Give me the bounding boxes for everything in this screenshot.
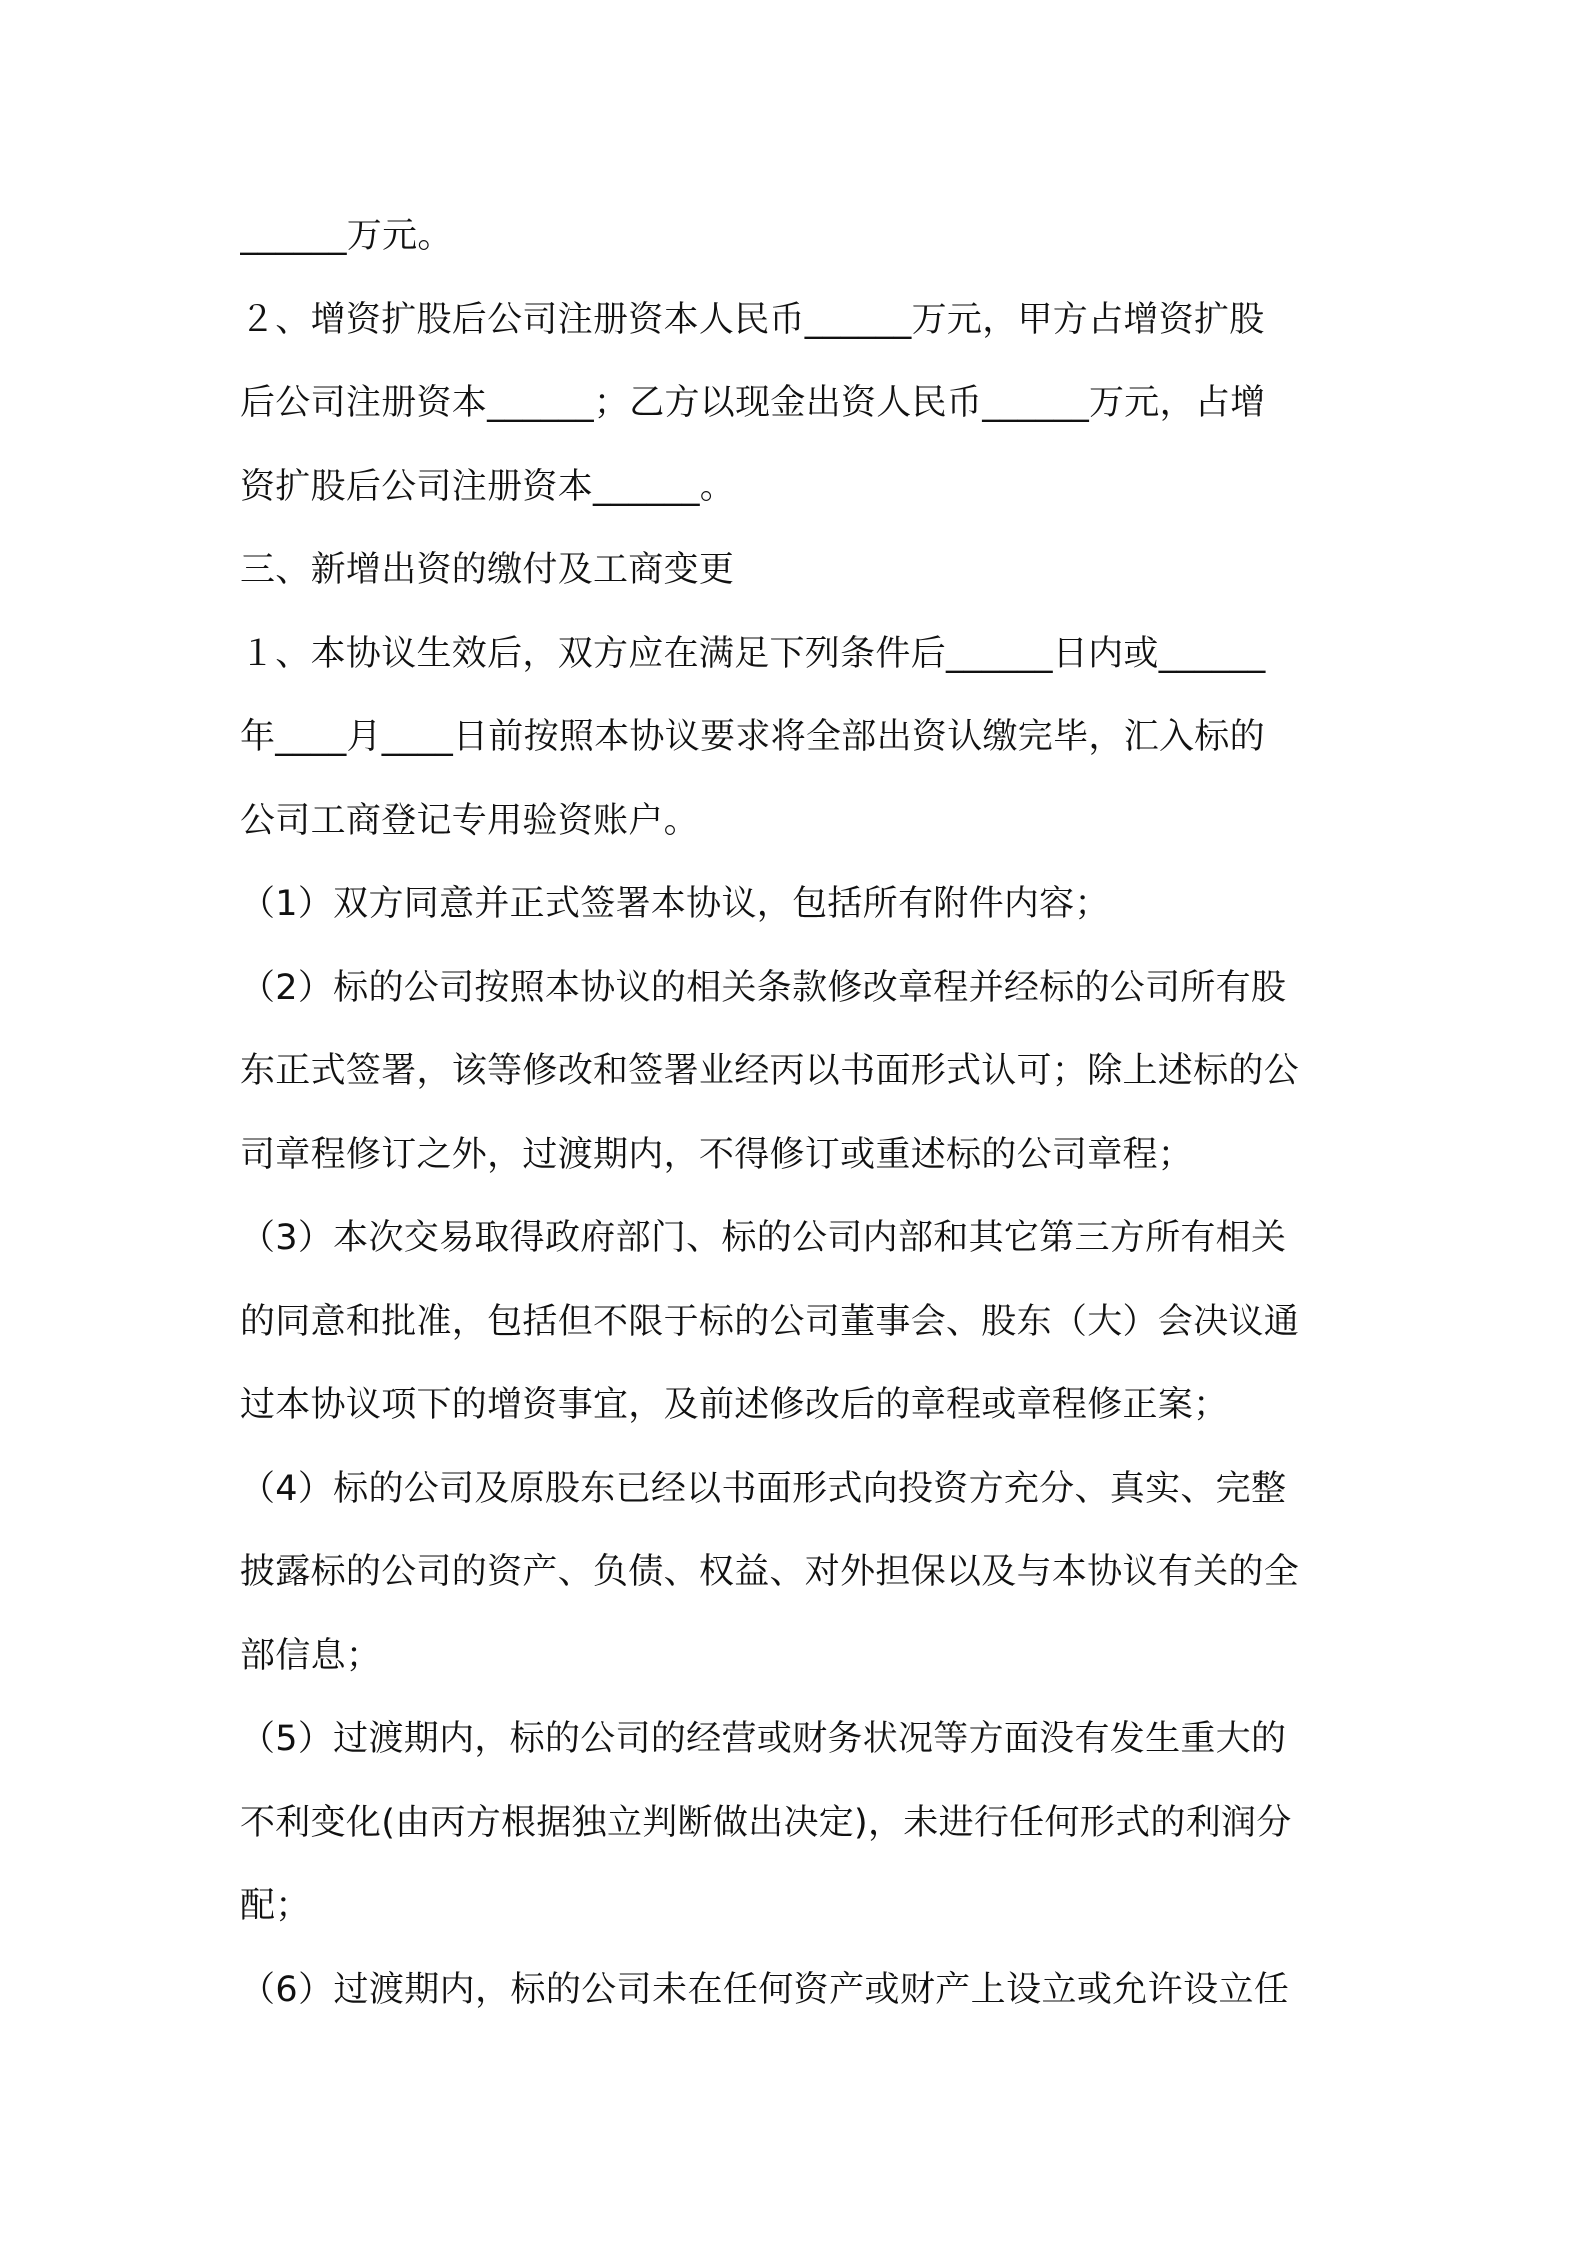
text-line: 披露标的公司的资产、负债、权益、对外担保以及与本协议有关的全 (240, 1552, 1300, 1592)
text-line: １、本协议生效后，双方应在满足下列条件后______日内或______ (240, 633, 1266, 674)
text-line: （1）双方同意并正式签署本协议，包括所有附件内容； (240, 884, 1110, 924)
text-line: （5）过渡期内，标的公司的经营或财务状况等方面没有发生重大的 (240, 1719, 1287, 1759)
text-line: 后公司注册资本______；乙方以现金出资人民币______万元，占增 (240, 383, 1266, 423)
text-line: （3）本次交易取得政府部门、标的公司内部和其它第三方所有相关 (240, 1218, 1287, 1258)
text-line: ２、增资扩股后公司注册资本人民币______万元，甲方占增资扩股 (240, 299, 1265, 340)
text-line: 不利变化(由丙方根据独立判断做出决定)，未进行任何形式的利润分 (240, 1802, 1292, 1843)
text-line: （4）标的公司及原股东已经以书面形式向投资方充分、真实、完整 (240, 1468, 1287, 1509)
text-line: 东正式签署，该等修改和签署业经丙以书面形式认可；除上述标的公 (240, 1051, 1300, 1091)
text-line: 资扩股后公司注册资本______。 (240, 466, 736, 507)
text-line: ______万元。 (240, 216, 453, 256)
text-line: 公司工商登记专用验资账户。 (240, 800, 699, 841)
text-line: 司章程修订之外，过渡期内，不得修订或重述标的公司章程； (240, 1134, 1194, 1175)
text-line: （2）标的公司按照本协议的相关条款修改章程并经标的公司所有股 (240, 967, 1287, 1008)
section-heading: 三、新增出资的缴付及工商变更 (240, 550, 735, 590)
text-line: 过本协议项下的增资事宜，及前述修改后的章程或章程修正案； (240, 1385, 1229, 1425)
document-body (240, 195, 1350, 2032)
text-line: （6）过渡期内，标的公司未在任何资产或财产上设立或允许设立任 (240, 1969, 1290, 2010)
text-line: 的同意和批准，包括但不限于标的公司董事会、股东（大）会决议通 (240, 1301, 1300, 1342)
text-line: 部信息； (240, 1635, 382, 1676)
text-line: 配； (240, 1886, 311, 1926)
text-line: 年____月____日前按照本协议要求将全部出资认缴完毕，汇入标的 (240, 717, 1265, 757)
